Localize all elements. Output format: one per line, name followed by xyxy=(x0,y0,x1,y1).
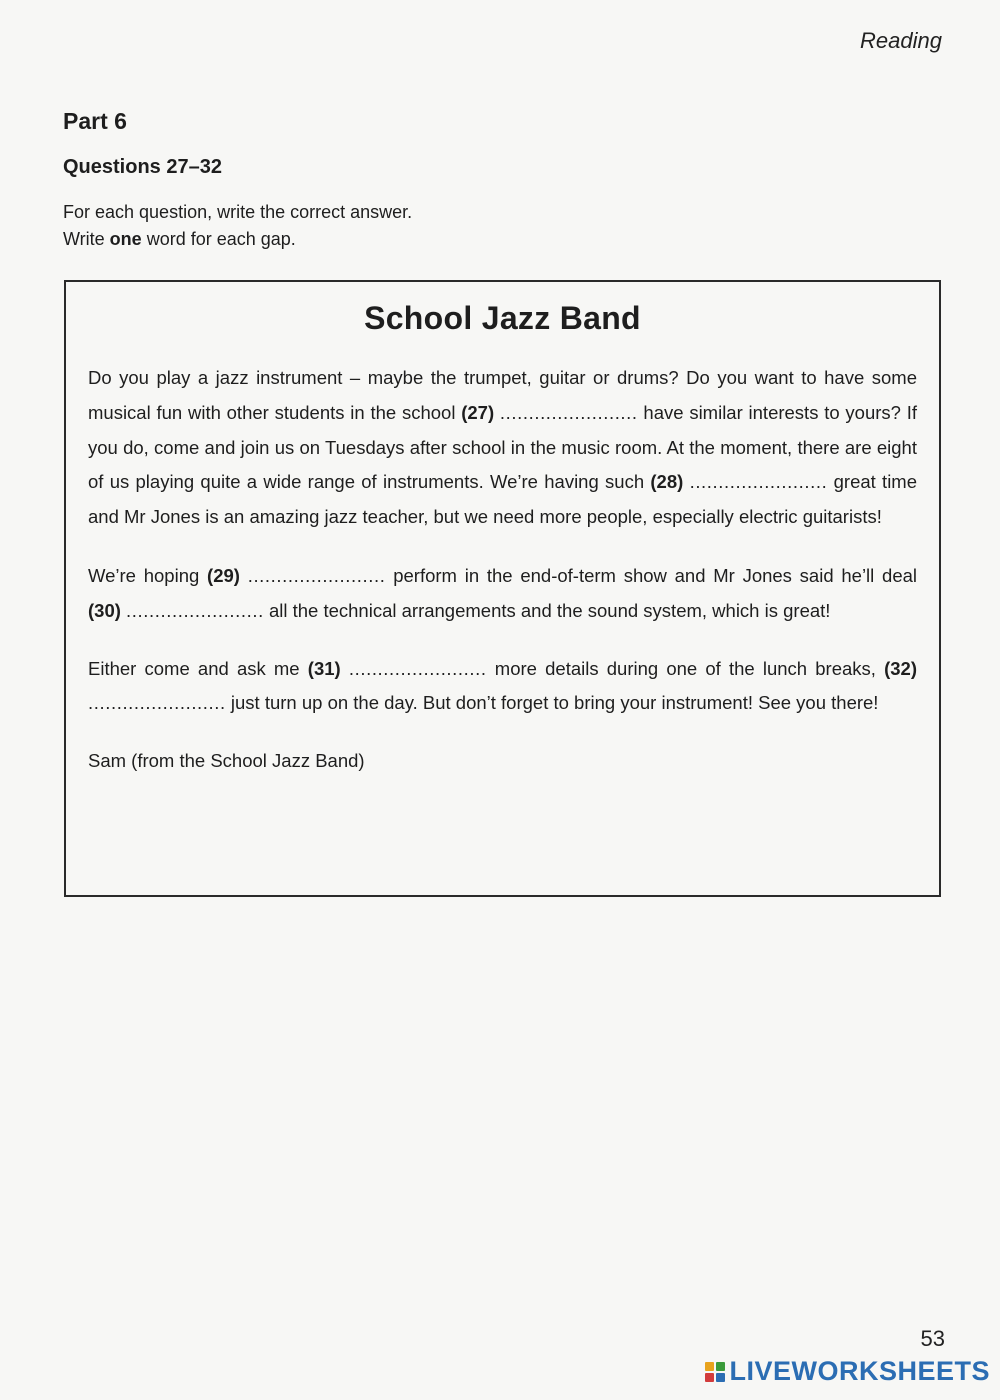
questions-title: Questions 27–32 xyxy=(63,156,222,178)
instruction-text: Write xyxy=(63,229,110,249)
paragraph-1 xyxy=(88,361,917,535)
instruction-text: word for each gap. xyxy=(141,229,296,249)
instruction-line-2 xyxy=(63,226,412,253)
reading-text-box xyxy=(64,280,941,897)
text-span: all the technical arrangements and the sound system, which is great! xyxy=(263,599,831,621)
watermark xyxy=(705,1356,990,1387)
paragraph-2 xyxy=(88,559,917,629)
gap-31-blank[interactable]: ........................ xyxy=(348,657,487,679)
text-title: School Jazz Band xyxy=(364,300,641,336)
instruction-emphasis: one xyxy=(109,229,142,249)
text-span: more details during one of the lunch breaks, xyxy=(486,657,885,679)
watermark-text: LIVEWORKSHEETS xyxy=(729,1356,990,1386)
gap-32-number: (32) xyxy=(884,657,918,679)
gap-32-blank[interactable]: ........................ xyxy=(88,692,226,714)
instruction-line-1: For each question, write the correct answer. xyxy=(63,202,413,222)
part-title: Part 6 xyxy=(63,108,127,134)
instructions xyxy=(63,199,412,253)
gap-31-number: (31) xyxy=(307,657,341,679)
gap-27-blank[interactable]: ........................ xyxy=(499,401,638,423)
liveworksheets-logo-icon xyxy=(705,1362,725,1382)
gap-30-number: (30) xyxy=(88,599,121,621)
text-span: have similar interests to yours? If you do, come and join us on Tuesdays after school in the music room. At the moment, there are eight of us playing quite a wide range of instruments. We’re having such xyxy=(88,401,917,493)
page-number: 53 xyxy=(920,1326,945,1351)
text-span: We’re hoping xyxy=(88,564,208,586)
text-span: Either come and ask me xyxy=(88,657,308,679)
paragraph-3 xyxy=(88,652,917,722)
gap-29-blank[interactable]: ........................ xyxy=(247,564,386,586)
gap-30-blank[interactable]: ........................ xyxy=(126,599,264,621)
text-span: just turn up on the day. But don’t forget to bring your instrument! See you there! xyxy=(225,692,879,714)
gap-28-blank[interactable]: ........................ xyxy=(689,471,828,493)
text-span: great time and Mr Jones is an amazing jazz teacher, but we need more people, especially electric guitarists! xyxy=(88,471,918,528)
text-span: perform in the end-of-term show and Mr Jones said he’ll deal xyxy=(385,564,918,586)
gap-27-number: (27) xyxy=(461,401,495,423)
signature: Sam (from the School Jazz Band) xyxy=(88,750,365,772)
gap-29-number: (29) xyxy=(207,564,240,586)
section-label: Reading xyxy=(860,28,942,53)
gap-28-number: (28) xyxy=(650,471,684,493)
text-span: Do you play a jazz instrument – maybe the trumpet, guitar or drums? Do you want to have some musical fun with other students in the school xyxy=(88,367,917,423)
